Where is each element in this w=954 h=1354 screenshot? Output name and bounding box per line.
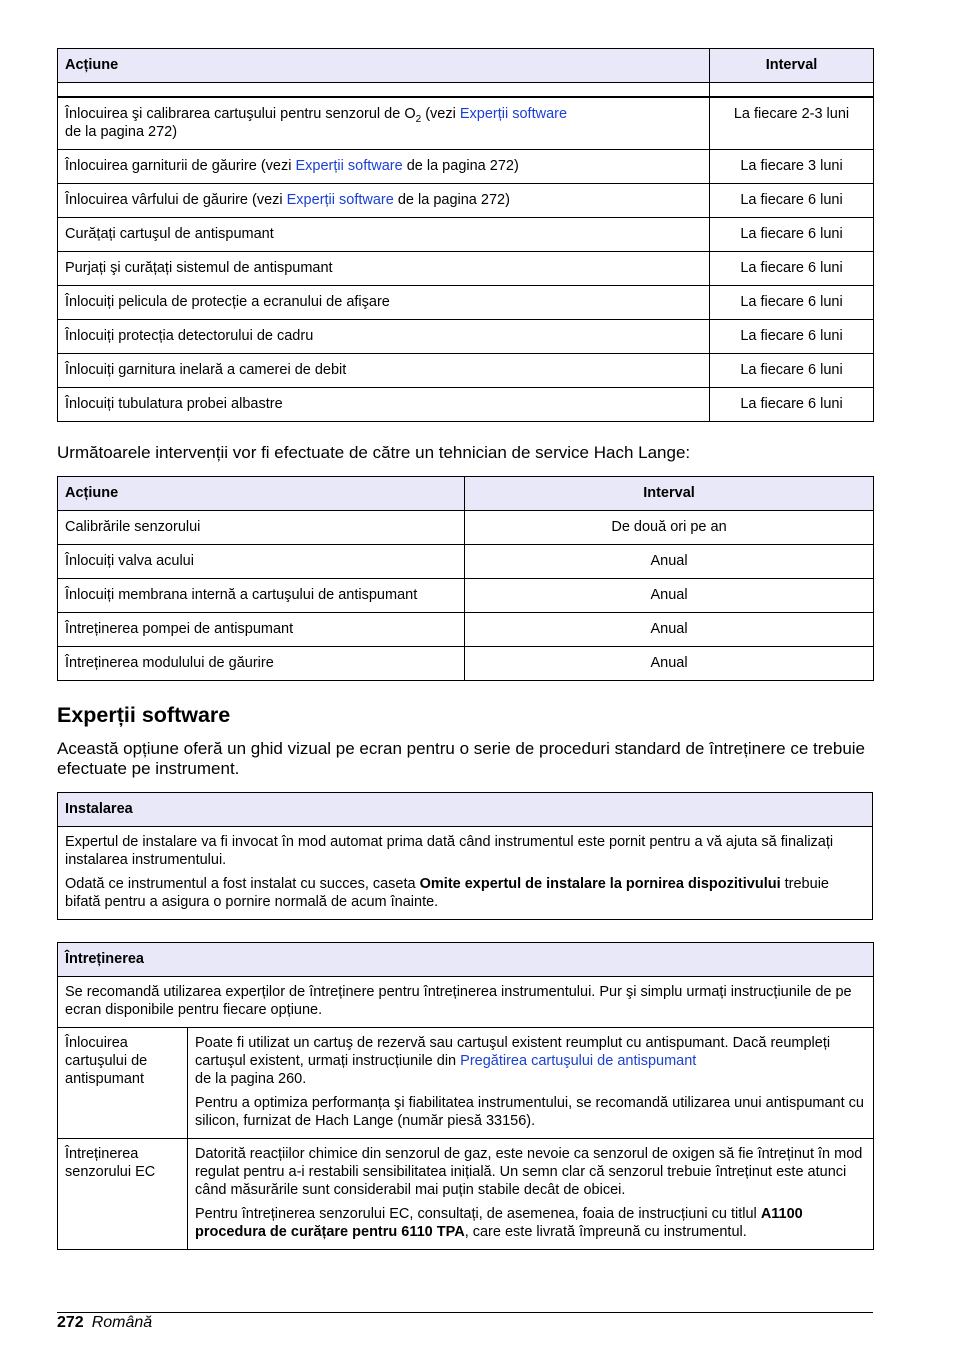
interval-cell: Anual — [465, 579, 874, 613]
table-row — [58, 218, 874, 252]
interval-cell: La fiecare 6 luni — [710, 286, 874, 320]
text-span: de la pagina 260. — [195, 1071, 307, 1087]
maintenance-paragraph — [195, 1034, 866, 1088]
action-cell: Înlocuiți garnitura inelară a camerei de debit — [58, 354, 710, 388]
maintenance-header: Întreținerea — [58, 943, 874, 977]
interval-cell: De două ori pe an — [465, 511, 874, 545]
table-row — [58, 286, 874, 320]
table-row — [58, 150, 874, 184]
action-cell — [58, 97, 710, 150]
text-span: , care este livrată împreună cu instrumentul. — [464, 1224, 747, 1240]
text-span: Odată ce instrumentul a fost instalat cu succes, caseta — [65, 876, 420, 892]
interval-cell: La fiecare 3 luni — [710, 150, 874, 184]
column-header-action: Acțiune — [58, 49, 710, 83]
action-cell: Curățați cartuşul de antispumant — [58, 218, 710, 252]
text-span: trebuie bifată pentru a asigura o pornire normală de acum înainte. — [65, 876, 829, 910]
maintenance-row — [58, 1139, 874, 1250]
maintenance-row-body — [188, 1139, 874, 1250]
action-text: Înlocuirea garniturii de găurire (vezi — [65, 158, 296, 174]
footer-divider — [57, 1312, 873, 1313]
table-row — [58, 511, 874, 545]
action-cell: Înlocuiți valva acului — [58, 545, 465, 579]
antifoam-cartridge-prep-link[interactable]: Pregătirea cartuşului de antispumant — [460, 1053, 697, 1069]
installation-paragraph: Expertul de instalare va fi invocat în mod automat prima dată când instrumentul este pornit pentru a vă ajuta să finalizați instalarea instrumentului. — [65, 834, 834, 868]
action-text: (vezi — [421, 106, 460, 122]
subscript: 2 — [415, 113, 422, 125]
footer-language: Română — [91, 1314, 153, 1331]
installation-body — [58, 827, 873, 920]
table-row — [58, 184, 874, 218]
interval-cell: La fiecare 6 luni — [710, 320, 874, 354]
installation-box — [57, 792, 873, 920]
table-row — [58, 613, 874, 647]
service-schedule-table — [57, 476, 874, 681]
action-cell: Înlocuiți protecția detectorului de cadru — [58, 320, 710, 354]
action-cell — [58, 184, 710, 218]
action-cell — [58, 150, 710, 184]
maintenance-paragraph: Pentru a optimiza performanța şi fiabilitatea instrumentului, se recomandă utilizarea unui antispumant cu silicon, furnizat de Hach Lange (număr piesă 33156). — [195, 1095, 864, 1129]
action-text: Înlocuirea vârfului de găurire (vezi — [65, 192, 287, 208]
maintenance-schedule-table — [57, 48, 874, 422]
column-header-action: Acțiune — [58, 477, 465, 511]
maintenance-row-label: Întreținerea senzorului EC — [58, 1139, 188, 1250]
interval-cell: La fiecare 6 luni — [710, 218, 874, 252]
maintenance-box — [57, 942, 874, 1250]
interval-cell: La fiecare 6 luni — [710, 354, 874, 388]
table-header-row — [58, 49, 874, 83]
table-row — [58, 647, 874, 681]
text-span: Poate fi utilizat un cartuş de rezervă sau cartuşul existent reumplut cu antispumant. Dacă reumpleți cartuşul existent, urmați instrucțiunile din — [195, 1035, 831, 1069]
interval-cell: La fiecare 2-3 luni — [710, 97, 874, 150]
action-text: de la pagina 272) — [393, 192, 510, 208]
table-row — [58, 97, 874, 150]
maintenance-intro: Se recomandă utilizarea experților de întreținere pentru întreținerea instrumentului. Pur şi simplu urmați instrucțiunile de pe ecran disponibile pentru fiecare opțiune. — [58, 977, 874, 1028]
maintenance-paragraph: Datorită reacțiilor chimice din senzorul de gaz, este nevoie ca senzorul de oxigen să fie întreținut în mod regulat pentru a-i restabili sensibilitatea inițială. Un semn clar că senzorul trebuie întreținut este atunci când măsurările sunt considerabil mai puțin stabile decât de obicei. — [195, 1146, 863, 1198]
action-cell: Întreținerea modulului de găurire — [58, 647, 465, 681]
interval-cell: La fiecare 6 luni — [710, 184, 874, 218]
installation-paragraph — [65, 875, 865, 911]
maintenance-row-label: Înlocuirea cartuşului de antispumant — [58, 1028, 188, 1139]
skip-wizard-option-name: Omite expertul de instalare la pornirea dispozitivului — [419, 876, 781, 892]
maintenance-row — [58, 1028, 874, 1139]
page-content — [57, 48, 873, 1250]
action-text: de la pagina 272) — [65, 124, 178, 140]
installation-header: Instalarea — [58, 793, 873, 827]
action-cell: Înlocuiți tubulatura probei albastre — [58, 388, 710, 422]
section-title: Experții software — [57, 703, 231, 727]
software-experts-link[interactable]: Experții software — [286, 192, 394, 208]
table-row — [58, 320, 874, 354]
cleaning-procedure-title: A1100 procedura de curățare pentru 6110 TPA — [195, 1206, 803, 1240]
column-header-interval: Interval — [465, 477, 874, 511]
interval-cell: La fiecare 6 luni — [710, 252, 874, 286]
table-row — [58, 252, 874, 286]
action-cell: Înlocuiți pelicula de protecție a ecranului de afişare — [58, 286, 710, 320]
action-text: Înlocuirea şi calibrarea cartuşului pentru senzorul de O — [65, 106, 416, 122]
action-text: de la pagina 272) — [402, 158, 519, 174]
maintenance-paragraph — [195, 1205, 866, 1241]
software-experts-link[interactable]: Experții software — [295, 158, 403, 174]
maintenance-row-body — [188, 1028, 874, 1139]
table-header-row — [58, 477, 874, 511]
table-row — [58, 545, 874, 579]
action-cell: Înlocuiți membrana internă a cartuşului de antispumant — [58, 579, 465, 613]
text-span: Pentru întreținerea senzorului EC, consultați, de asemenea, foaia de instrucțiuni cu titlul — [195, 1206, 761, 1222]
action-cell: Calibrările senzorului — [58, 511, 465, 545]
service-intro-text: Următoarele intervenții vor fi efectuate de către un tehnician de service Hach Lange: — [57, 443, 691, 462]
section-intro-text: Această opțiune oferă un ghid vizual pe ecran pentru o serie de proceduri standard de întreținere ce trebuie efectuate pe instrument. — [57, 739, 866, 778]
table-row — [58, 388, 874, 422]
table-row — [58, 354, 874, 388]
table-row — [58, 579, 874, 613]
interval-cell: Anual — [465, 647, 874, 681]
interval-cell: La fiecare 6 luni — [710, 388, 874, 422]
table-spacer-row — [58, 83, 874, 98]
page-number: 272 — [57, 1314, 84, 1331]
action-cell: Întreținerea pompei de antispumant — [58, 613, 465, 647]
column-header-interval: Interval — [710, 49, 874, 83]
action-cell: Purjați şi curățați sistemul de antispumant — [58, 252, 710, 286]
interval-cell: Anual — [465, 545, 874, 579]
interval-cell: Anual — [465, 613, 874, 647]
page-footer — [57, 1313, 152, 1333]
software-experts-link[interactable]: Experții software — [459, 106, 568, 122]
